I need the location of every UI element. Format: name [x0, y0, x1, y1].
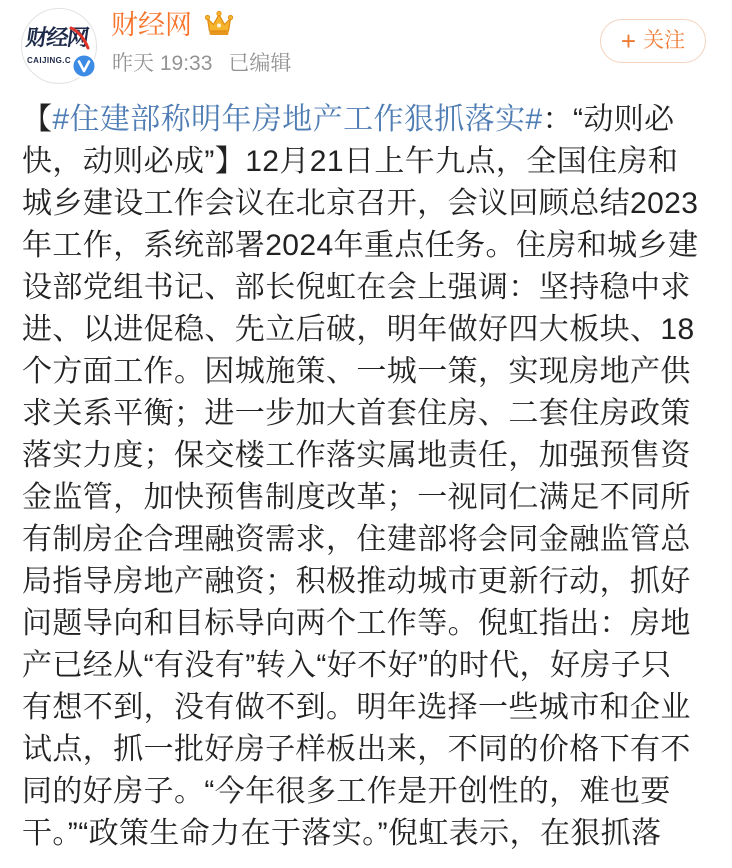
post-text-line: 进、以进促稳、先立后破，明年做好四大板块、18: [22, 313, 695, 346]
bracket-open: 【: [22, 103, 53, 136]
author-name[interactable]: 财经网: [111, 10, 192, 40]
post-text-line: 设部党组书记、部长倪虹在会上强调：坚持稳中求: [22, 271, 691, 304]
text-segment: ：“动则必: [542, 103, 675, 136]
post-meta: [112, 49, 291, 79]
post-text-line: 同的好房子。“今年很多工作是开创性的，难也要: [22, 775, 671, 808]
post-body: [22, 99, 726, 855]
verified-badge-icon: [71, 53, 97, 79]
post-text-line: 干。”“政策生命力在于落实。”倪虹表示，在狠抓落: [22, 817, 662, 850]
follow-button[interactable]: [600, 19, 706, 63]
edited-label[interactable]: 已编辑: [228, 52, 292, 75]
post-text-line: 有想不到，没有做不到。明年选择一些城市和企业: [22, 691, 691, 724]
post-text-line: 落实力度；保交楼工作落实属地责任，加强预售资: [22, 439, 691, 472]
post-text-line: [22, 99, 726, 141]
post-text-line: 局指导房地产融资；积极推动城市更新行动，抓好: [22, 565, 691, 598]
post-text-line: 快，动则必成”】12月21日上午九点，全国住房和: [22, 145, 679, 178]
post-text-line: 金监管，加快预售制度改革；一视同仁满足不同所: [22, 481, 691, 514]
hashtag-link[interactable]: #住建部称明年房地产工作狠抓落实#: [52, 103, 543, 136]
post-text-line: 个方面工作。因城施策、一城一策，实现房地产供: [22, 355, 691, 388]
post-text-line: 城乡建设工作会议在北京召开，会议回顾总结2023: [22, 187, 699, 220]
vip-crown-icon[interactable]: [204, 10, 234, 37]
post-text-line: 求关系平衡；进一步加大首套住房、二套住房政策: [22, 397, 691, 430]
post-text-line: 试点，抓一批好房子样板出来，不同的价格下有不: [22, 733, 691, 766]
plus-icon: +: [620, 26, 637, 56]
post-time: 昨天 19:33: [112, 52, 213, 75]
post-text-line: 年工作，系统部署2024年重点任务。住房和城乡建: [22, 229, 699, 262]
follow-label: 关注: [643, 29, 686, 52]
avatar[interactable]: [21, 8, 97, 84]
post-text-line: 有制房企合理融资需求，住建部将会同金融监管总: [22, 523, 691, 556]
logo-cn-text: 财经网: [24, 26, 90, 51]
logo-en-text: CAIJING.C: [27, 56, 72, 65]
post-text-line: 产已经从“有没有”转入“好不好”的时代，好房子只: [22, 649, 672, 682]
post-text-line: 问题导向和目标导向两个工作等。倪虹指出：房地: [22, 607, 691, 640]
